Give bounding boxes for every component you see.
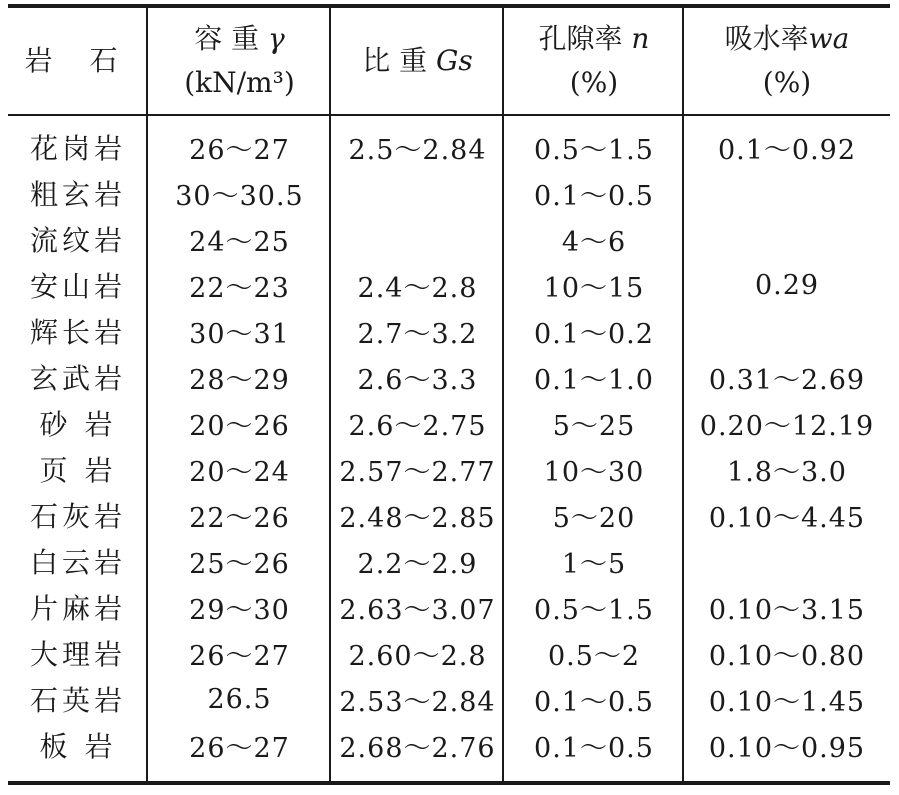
header-absorption	[684, 8, 890, 114]
absorption-cell: 0.10～0.95	[708, 732, 866, 764]
header-density-unit: (kN/m³)	[184, 66, 295, 99]
table-row	[8, 538, 890, 584]
density-cell: 24～25	[189, 226, 290, 258]
rock-name-cell: 石灰岩	[29, 500, 126, 533]
absorption-cell: 0.31～2.69	[708, 364, 866, 396]
porosity-cell: 1～5	[561, 548, 627, 580]
header-gravity-symbol: Gs	[436, 44, 473, 77]
rock-name-cell: 板 岩	[39, 730, 117, 763]
header-rock-label: 岩 石	[24, 44, 132, 77]
header-porosity-label: 孔隙率	[538, 22, 632, 55]
absorption-cell	[684, 308, 890, 354]
porosity-cell: 10～30	[543, 456, 645, 488]
table-row	[8, 676, 890, 722]
rock-name-cell: 砂 岩	[39, 408, 117, 441]
rock-name-cell: 石英岩	[29, 684, 126, 717]
header-gravity-label: 比 重	[362, 44, 437, 77]
rock-name-cell: 页 岩	[39, 454, 117, 487]
absorption-cell: 0.10～0.80	[708, 640, 866, 672]
table-row	[8, 308, 890, 354]
porosity-cell: 5～25	[552, 410, 636, 442]
porosity-cell: 0.1～0.5	[534, 180, 654, 212]
absorption-cell: 0.20～12.19	[699, 410, 875, 442]
gravity-cell: 2.60～2.8	[348, 640, 487, 672]
absorption-cell	[684, 170, 890, 216]
rock-name-cell: 辉长岩	[29, 316, 126, 349]
absorption-cell: 0.1～0.92	[717, 134, 857, 166]
header-density-label: 容 重	[194, 22, 269, 55]
absorption-cell: 1.8～3.0	[727, 456, 847, 488]
table-row	[8, 170, 890, 216]
header-absorption-symbol: wa	[808, 22, 850, 55]
density-cell: 25～26	[189, 548, 290, 580]
gravity-cell: 2.2～2.9	[357, 548, 478, 580]
density-cell: 26.5	[207, 683, 272, 715]
density-cell: 29～30	[189, 594, 290, 626]
gravity-cell: 2.53～2.84	[339, 686, 496, 718]
table-row	[8, 262, 890, 308]
porosity-cell: 5～20	[552, 502, 636, 534]
gravity-cell: 2.6～3.3	[357, 364, 478, 396]
header-density-symbol: γ	[268, 22, 285, 55]
porosity-cell: 0.5～2	[547, 640, 641, 672]
rock-name-cell: 流纹岩	[29, 224, 126, 257]
rock-name-cell: 玄武岩	[29, 362, 126, 395]
absorption-cell	[684, 538, 890, 584]
gravity-cell: 2.68～2.76	[339, 732, 496, 764]
density-cell: 20～24	[189, 456, 290, 488]
header-porosity-unit: (%)	[569, 66, 619, 99]
header-porosity	[504, 8, 684, 114]
table-row	[8, 492, 890, 538]
gravity-cell: 2.4～2.8	[357, 272, 478, 304]
table-row	[8, 114, 890, 170]
header-gravity	[331, 8, 504, 114]
header-rock	[8, 8, 148, 114]
porosity-cell: 0.5～1.5	[534, 134, 654, 166]
rock-name-cell: 粗玄岩	[29, 178, 126, 211]
density-cell: 28～29	[189, 364, 290, 396]
gravity-cell: 2.57～2.77	[339, 456, 496, 488]
header-absorption-label: 吸水率	[724, 22, 809, 55]
gravity-cell: 2.6～2.75	[348, 410, 487, 442]
porosity-cell: 10～15	[543, 272, 645, 304]
density-cell: 26～27	[189, 640, 290, 672]
density-cell: 22～26	[189, 502, 290, 534]
table-row	[8, 584, 890, 630]
porosity-cell: 0.1～0.5	[534, 686, 654, 718]
density-cell: 30～31	[189, 318, 290, 350]
density-cell: 20～26	[189, 410, 290, 442]
density-cell: 26～27	[189, 134, 290, 166]
porosity-cell: 0.1～0.5	[534, 732, 654, 764]
density-cell: 26～27	[189, 732, 290, 764]
porosity-cell: 0.1～1.0	[534, 364, 654, 396]
header-absorption-unit: (%)	[762, 66, 812, 99]
absorption-cell: 0.10～1.45	[708, 686, 866, 718]
density-cell: 30～30.5	[175, 180, 304, 212]
gravity-cell: 2.5～2.84	[348, 134, 487, 166]
table-row	[8, 446, 890, 492]
gravity-cell	[331, 216, 504, 262]
gravity-cell	[331, 170, 504, 216]
header-porosity-symbol: n	[631, 22, 650, 55]
absorption-cell: 0.29	[754, 269, 820, 301]
table-row	[8, 630, 890, 676]
absorption-cell: 0.10～4.45	[708, 502, 866, 534]
rock-name-cell: 片麻岩	[29, 592, 126, 625]
absorption-cell	[684, 216, 890, 262]
gravity-cell: 2.48～2.85	[339, 502, 496, 534]
porosity-cell: 4～6	[561, 226, 627, 258]
table-row	[8, 216, 890, 262]
rock-name-cell: 安山岩	[29, 270, 126, 303]
rock-properties-table	[8, 8, 890, 768]
bottom-rule	[8, 781, 890, 785]
porosity-cell: 0.1～0.2	[534, 318, 654, 350]
rock-name-cell: 大理岩	[29, 638, 126, 671]
gravity-cell: 2.63～3.07	[339, 594, 496, 626]
table-row	[8, 354, 890, 400]
rock-name-cell: 白云岩	[29, 546, 126, 579]
table-row	[8, 722, 890, 768]
gravity-cell: 2.7～3.2	[357, 318, 478, 350]
header-density	[148, 8, 331, 114]
header-row	[8, 8, 890, 114]
porosity-cell: 0.5～1.5	[534, 594, 654, 626]
rock-name-cell: 花岗岩	[29, 132, 126, 165]
table-row	[8, 400, 890, 446]
density-cell: 22～23	[189, 272, 290, 304]
absorption-cell: 0.10～3.15	[708, 594, 866, 626]
